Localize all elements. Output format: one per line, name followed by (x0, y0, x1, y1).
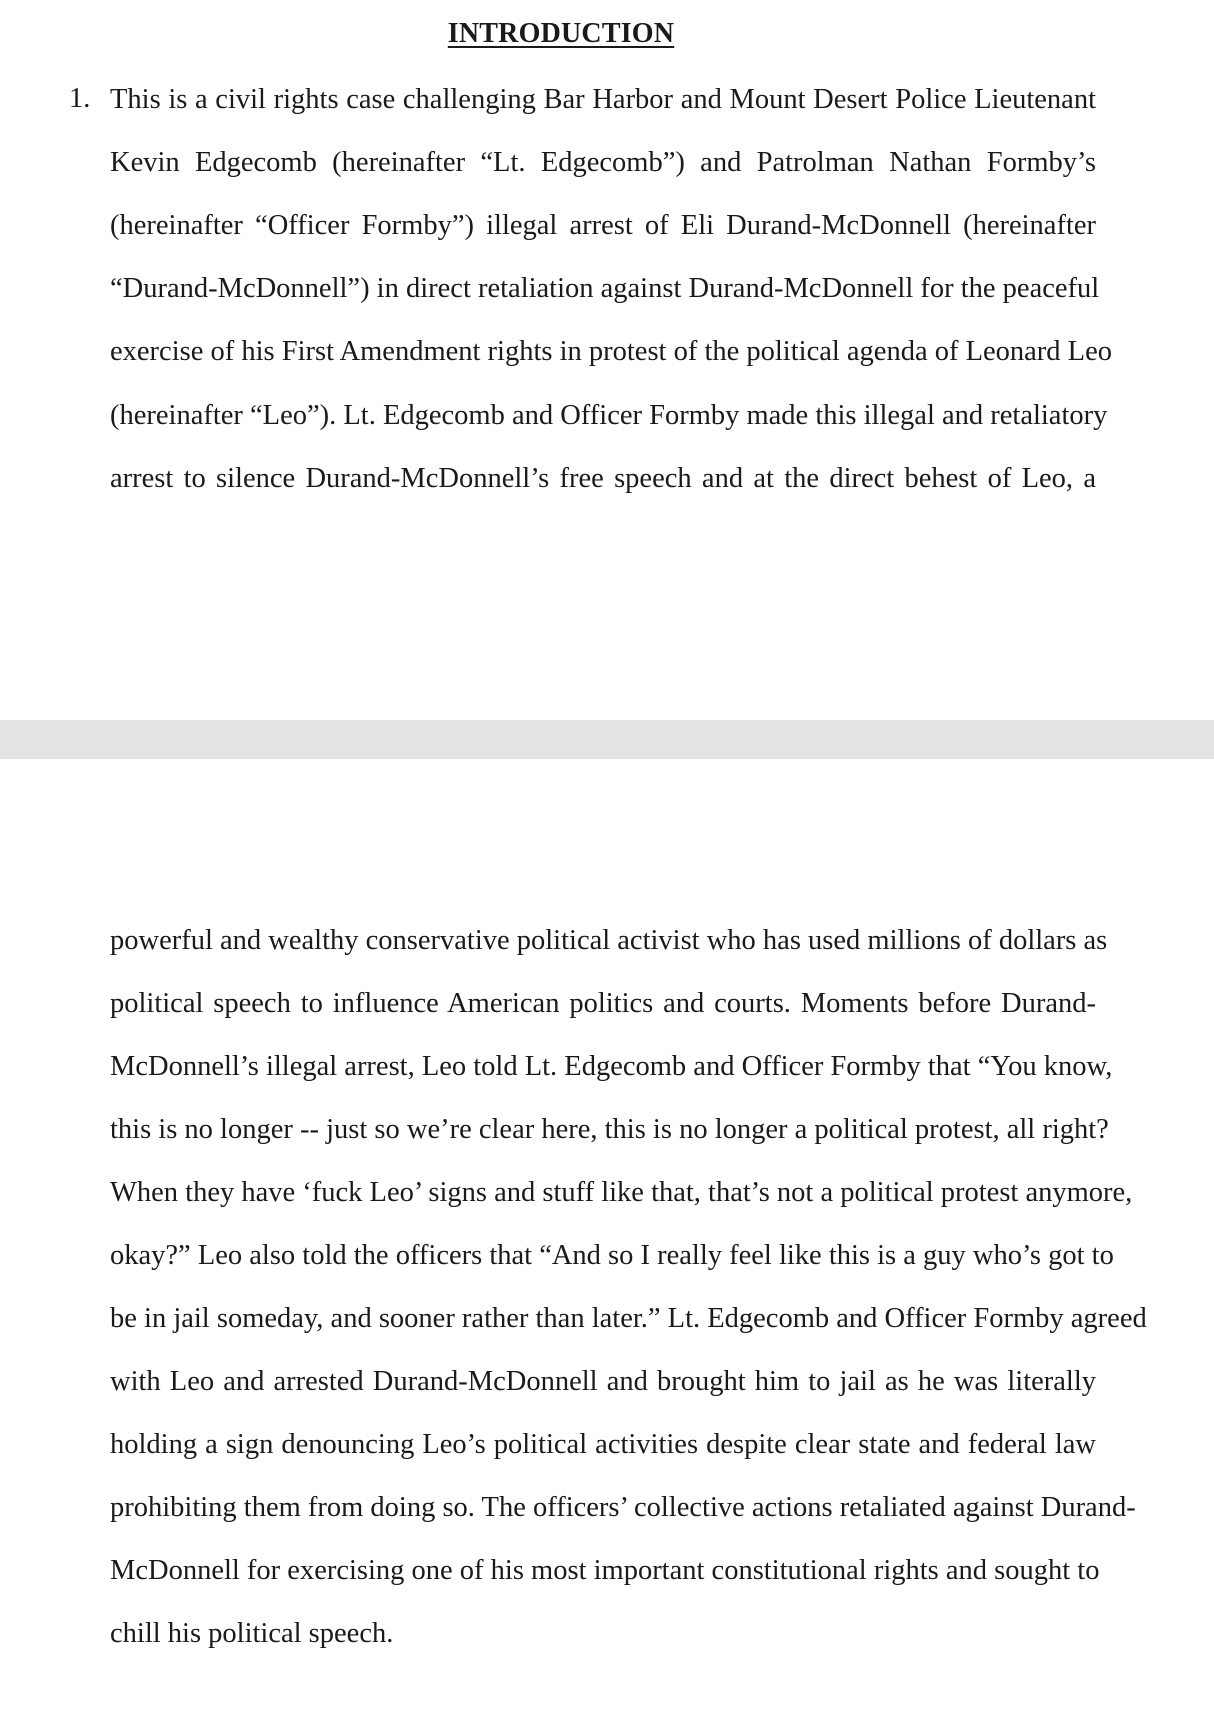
text-line: McDonnell for exercising one of his most important constitutional rights and sought to (110, 1555, 1100, 1586)
text-line: McDonnell’s illegal arrest, Leo told Lt. Edgecomb and Officer Formby that “You know, (110, 1051, 1113, 1082)
text-line: with Leo and arrested Durand-McDonnell and brought him to jail as he was literally (110, 1366, 1096, 1397)
page-separator (0, 720, 1214, 759)
document-page-2 (0, 759, 1214, 1736)
text-line: This is a civil rights case challenging Bar Harbor and Mount Desert Police Lieutenant (110, 84, 1096, 115)
text-line: political speech to influence American politics and courts. Moments before Durand- (110, 988, 1096, 1019)
text-line: (hereinafter “Officer Formby”) illegal arrest of Eli Durand-McDonnell (hereinafter (110, 210, 1096, 241)
text-line: okay?” Leo also told the officers that “And so I really feel like this is a guy who’s got to (110, 1240, 1114, 1271)
paragraph-number: 1. (69, 83, 91, 114)
text-line: exercise of his First Amendment rights in protest of the political agenda of Leonard Leo (110, 336, 1112, 367)
text-line: “Durand-McDonnell”) in direct retaliation against Durand-McDonnell for the peaceful (110, 273, 1100, 304)
text-line: arrest to silence Durand-McDonnell’s free speech and at the direct behest of Leo, a (110, 463, 1096, 494)
text-line: be in jail someday, and sooner rather than later.” Lt. Edgecomb and Officer Formby agreed (110, 1303, 1147, 1334)
document-page-1 (0, 0, 1214, 720)
text-line: When they have ‘fuck Leo’ signs and stuff like that, that’s not a political protest anymore, (110, 1177, 1133, 1208)
section-heading: INTRODUCTION (447, 18, 675, 49)
text-line: powerful and wealthy conservative political activist who has used millions of dollars as (110, 925, 1108, 956)
text-line: Kevin Edgecomb (hereinafter “Lt. Edgecomb”) and Patrolman Nathan Formby’s (110, 147, 1096, 178)
text-line: this is no longer -- just so we’re clear here, this is no longer a political protest, all right? (110, 1114, 1109, 1145)
text-line: prohibiting them from doing so. The officers’ collective actions retaliated against Durand- (110, 1492, 1136, 1523)
text-line: chill his political speech. (110, 1618, 394, 1649)
text-line: holding a sign denouncing Leo’s political activities despite clear state and federal law (110, 1429, 1096, 1460)
text-line: (hereinafter “Leo”). Lt. Edgecomb and Officer Formby made this illegal and retaliatory (110, 400, 1108, 431)
